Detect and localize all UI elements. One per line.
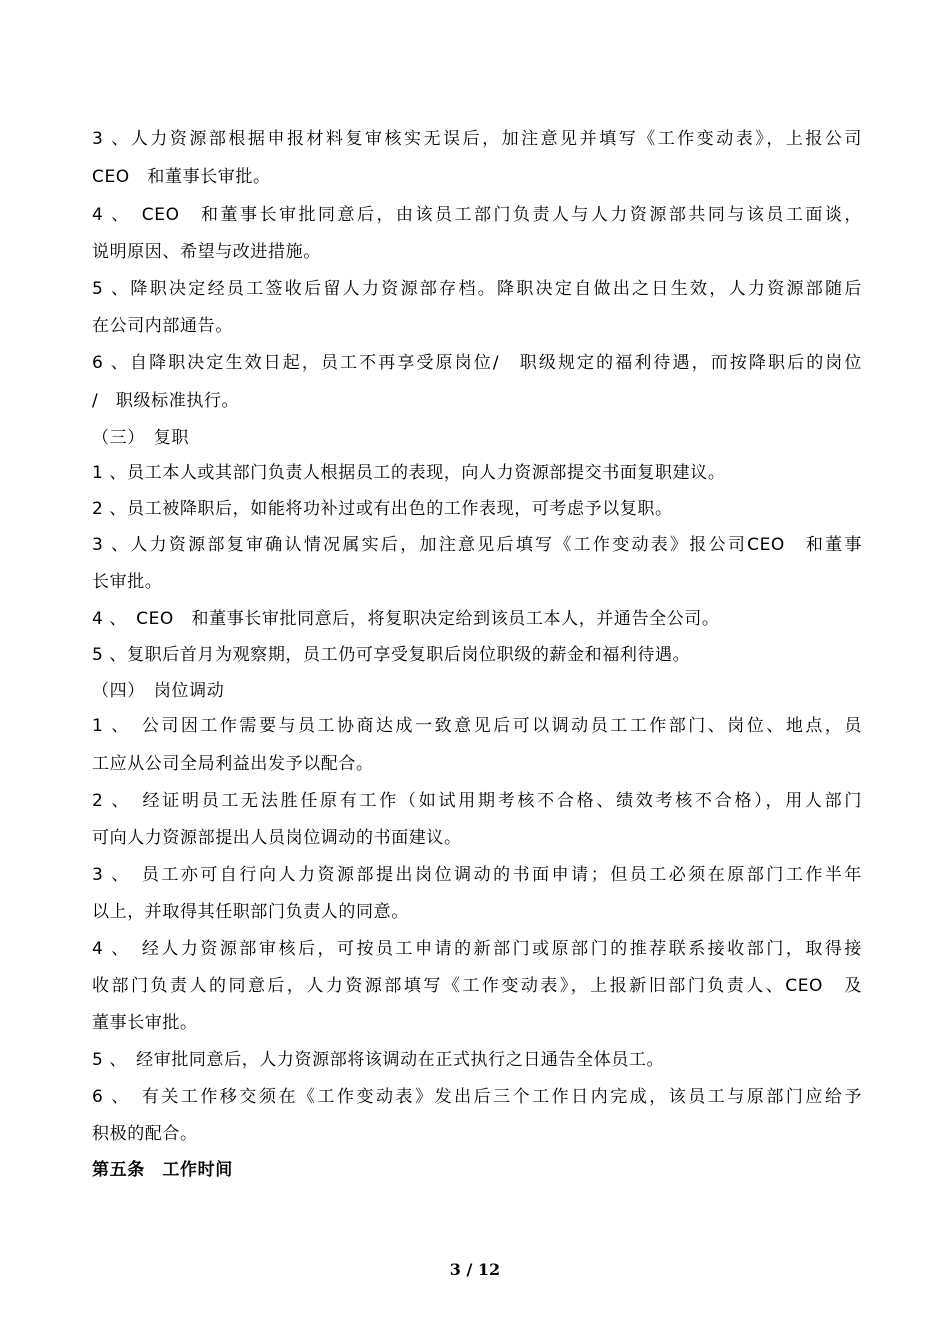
paragraph-line: 3 、 员工亦可自行向人力资源部提出岗位调动的书面申请；但员工必须在原部门工作半年 [92,865,862,885]
paragraph-line: 董事长审批。 [92,1013,198,1033]
paragraph-line: 2 、 经证明员工无法胜任原有工作（如试用期考核不合格、绩效考核不合格），用人部门 [92,791,862,811]
paragraph-line: 2 、员工被降职后，如能将功补过或有出色的工作表现，可考虑予以复职。 [92,499,673,519]
paragraph-line: 3 、人力资源部根据申报材料复审核实无误后，加注意见并填写《工作变动表》，上报公司 [92,129,862,149]
subsection-heading: （三） 复职 [92,428,190,448]
paragraph-line: 4 、 经人力资源部审核后，可按员工申请的新部门或原部门的推荐联系接收部门，取得接 [92,939,862,959]
paragraph-line: 积极的配合。 [92,1124,198,1144]
paragraph-line: / 职级标准执行。 [92,391,240,411]
subsection-heading: （四） 岗位调动 [92,681,225,701]
paragraph-line: 6 、自降职决定生效日起，员工不再享受原岗位/ 职级规定的福利待遇，而按降职后的岗位 [92,353,862,373]
paragraph-line: 1 、员工本人或其部门负责人根据员工的表现，向人力资源部提交书面复职建议。 [92,463,726,483]
paragraph-line: 5 、复职后首月为观察期，员工仍可享受复职后岗位职级的薪金和福利待遇。 [92,645,691,665]
paragraph-line: 6 、 有关工作移交须在《工作变动表》发出后三个工作日内完成，该员工与原部门应给予 [92,1087,862,1107]
page-number: 3 / 12 [449,1260,501,1279]
paragraph-line: 收部门负责人的同意后，人力资源部填写《工作变动表》，上报新旧部门负责人、CEO 及 [92,976,862,996]
paragraph-line: 说明原因、希望与改进措施。 [92,242,321,262]
paragraph-line: 1 、 公司因工作需要与员工协商达成一致意见后可以调动员工工作部门、岗位、地点，员 [92,716,862,736]
section-heading: 第五条 工作时间 [92,1160,233,1180]
paragraph-line: 在公司内部通告。 [92,316,233,336]
paragraph-line: 5 、 经审批同意后，人力资源部将该调动在正式执行之日通告全体员工。 [92,1050,665,1070]
paragraph-line: 以上，并取得其任职部门负责人的同意。 [92,902,409,922]
paragraph-line: 3 、人力资源部复审确认情况属实后，加注意见后填写《工作变动表》报公司CEO 和董事 [92,535,862,555]
paragraph-line: 工应从公司全局利益出发予以配合。 [92,754,374,774]
paragraph-line: 4 、 CEO 和董事长审批同意后，由该员工部门负责人与人力资源部共同与该员工面谈， [92,205,862,225]
paragraph-line: 长审批。 [92,572,163,592]
paragraph-line: 4 、 CEO 和董事长审批同意后，将复职决定给到该员工本人，并通告全公司。 [92,609,720,629]
paragraph-line: 5 、降职决定经员工签收后留人力资源部存档。降职决定自做出之日生效，人力资源部随后 [92,279,862,299]
paragraph-line: CEO 和董事长审批。 [92,167,271,187]
paragraph-line: 可向人力资源部提出人员岗位调动的书面建议。 [92,828,462,848]
